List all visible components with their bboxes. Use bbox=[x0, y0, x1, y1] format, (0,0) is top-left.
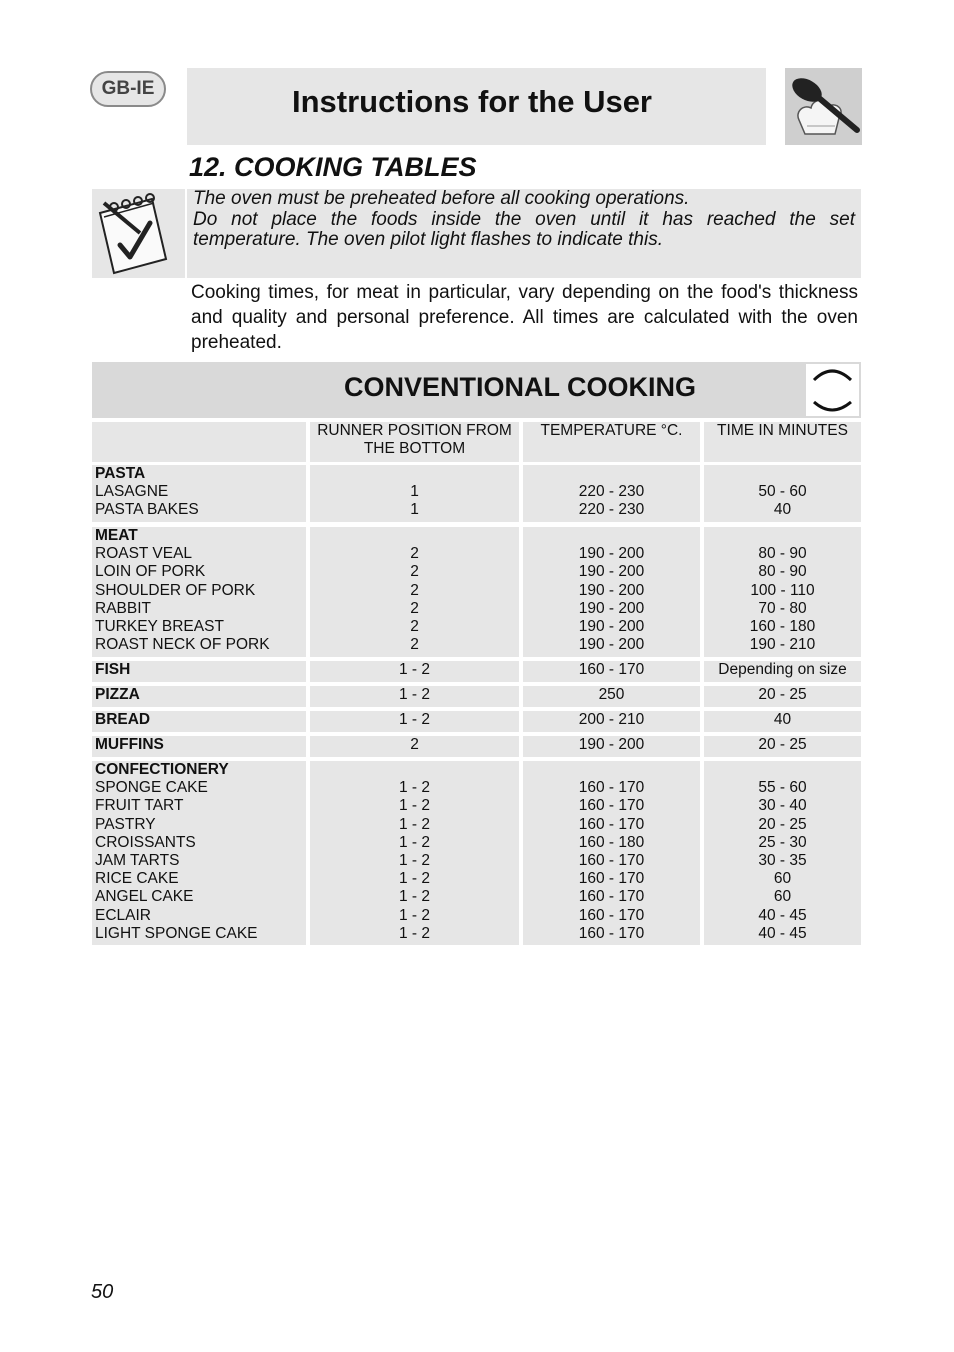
time-value: 190 - 210 bbox=[749, 636, 816, 654]
food-name: FRUIT TART bbox=[95, 797, 184, 815]
time-value: 60 bbox=[773, 870, 792, 888]
table-cell: 160 - 170 bbox=[523, 661, 700, 682]
table-cell: Depending on size bbox=[704, 661, 861, 682]
runner-value: 1 - 2 bbox=[398, 779, 430, 797]
time-value: 40 - 45 bbox=[758, 924, 807, 942]
temperature-value: 190 - 200 bbox=[578, 618, 645, 635]
runner-value: 2 bbox=[410, 545, 419, 563]
header-bar bbox=[187, 68, 766, 145]
table-cell: 190 - 200 bbox=[523, 736, 700, 757]
temperature-value: 160 - 180 bbox=[578, 833, 645, 851]
food-name: ROAST NECK OF PORK bbox=[95, 636, 270, 654]
section-title: 12. COOKING TABLES bbox=[189, 152, 477, 182]
temperature-value: 160 - 170 bbox=[578, 797, 645, 815]
table-cell bbox=[523, 761, 700, 945]
time-value: 100 - 110 bbox=[750, 581, 815, 599]
time-value: 30 - 40 bbox=[758, 797, 807, 815]
runner-value: 1 - 2 bbox=[398, 833, 430, 851]
table-row bbox=[92, 686, 306, 707]
table-cell bbox=[310, 527, 519, 657]
time-value: 40 bbox=[773, 501, 792, 519]
conventional-cooking-bar bbox=[92, 362, 861, 418]
table-cell: 20 - 25 bbox=[704, 736, 861, 757]
time-value: 50 - 60 bbox=[758, 483, 807, 501]
notice-line: Do not place the foods inside the oven until it has reached the set bbox=[193, 208, 855, 230]
category-label: MEAT bbox=[95, 527, 138, 544]
table-cell: 20 - 25 bbox=[704, 686, 861, 707]
time-value: 80 - 90 bbox=[758, 545, 807, 563]
food-name: LIGHT SPONGE CAKE bbox=[95, 924, 258, 942]
page-title: Instructions for the User bbox=[292, 84, 652, 119]
runner-value: 1 - 2 bbox=[398, 924, 430, 942]
table-cell bbox=[523, 465, 700, 522]
runner-value: 2 bbox=[410, 618, 419, 635]
time-value: 160 - 180 bbox=[749, 618, 816, 635]
table-cell: 40 bbox=[704, 711, 861, 732]
temperature-value: 190 - 200 bbox=[578, 563, 645, 581]
intro-paragraph: Cooking times, for meat in particular, vary depending on the food's thickness and quality and personal preference. All times are calculated with the oven preheated. bbox=[191, 282, 858, 353]
food-name: CROISSANTS bbox=[95, 833, 196, 851]
table-cell: 1 - 2 bbox=[310, 686, 519, 707]
table-cell bbox=[704, 761, 861, 945]
table-header-food bbox=[92, 422, 306, 462]
time-value: 80 - 90 bbox=[758, 563, 807, 581]
table-row bbox=[92, 736, 306, 757]
table-cell bbox=[704, 465, 861, 522]
notepad-check-icon bbox=[92, 189, 185, 278]
notice-line: The oven must be preheated before all cooking operations. bbox=[193, 188, 690, 209]
temperature-value: 160 - 170 bbox=[578, 779, 645, 797]
time-value: 25 - 30 bbox=[758, 833, 807, 851]
category-label: CONFECTIONERY bbox=[95, 761, 229, 778]
runner-value: 1 - 2 bbox=[398, 888, 430, 906]
temperature-value: 160 - 170 bbox=[578, 924, 645, 942]
preheat-notice bbox=[187, 189, 861, 278]
time-value: 20 - 25 bbox=[758, 815, 807, 833]
category-label: BREAD bbox=[95, 711, 151, 728]
food-name: PASTA BAKES bbox=[95, 501, 199, 519]
runner-value: 1 - 2 bbox=[398, 870, 430, 888]
food-name: SHOULDER OF PORK bbox=[95, 581, 256, 599]
table-cell bbox=[310, 761, 519, 945]
runner-value: 1 - 2 bbox=[398, 815, 430, 833]
table-row bbox=[92, 761, 306, 945]
category-label: FISH bbox=[95, 661, 131, 678]
temperature-value: 160 - 170 bbox=[578, 852, 645, 869]
runner-value: 1 bbox=[410, 501, 419, 519]
food-name: RABBIT bbox=[95, 599, 151, 617]
time-value: 60 bbox=[773, 888, 792, 906]
food-name: ANGEL CAKE bbox=[95, 888, 194, 906]
temperature-value: 190 - 200 bbox=[578, 599, 645, 617]
food-name: RICE CAKE bbox=[95, 870, 179, 888]
notice-line: temperature. The oven pilot light flashes to indicate this. bbox=[193, 229, 663, 250]
food-name: JAM TARTS bbox=[95, 852, 180, 870]
time-value: 55 - 60 bbox=[758, 779, 807, 797]
page-number: 50 bbox=[91, 1281, 114, 1303]
time-value: 40 - 45 bbox=[758, 906, 807, 924]
table-cell: 1 - 2 bbox=[310, 711, 519, 732]
runner-value: 2 bbox=[410, 599, 419, 617]
category-label: PIZZA bbox=[95, 686, 140, 703]
food-name: ECLAIR bbox=[95, 906, 151, 924]
table-row bbox=[92, 711, 306, 732]
table-cell bbox=[310, 465, 519, 522]
category-label: MUFFINS bbox=[95, 736, 164, 753]
runner-value: 1 - 2 bbox=[398, 852, 430, 869]
conventional-heating-icon bbox=[806, 364, 859, 416]
runner-value: 2 bbox=[410, 636, 419, 654]
food-name: LOIN OF PORK bbox=[95, 563, 206, 581]
temperature-value: 220 - 230 bbox=[578, 501, 645, 519]
temperature-value: 160 - 170 bbox=[578, 870, 645, 888]
chef-spoon-icon bbox=[785, 68, 862, 145]
temperature-value: 190 - 200 bbox=[578, 636, 645, 654]
food-name: PASTRY bbox=[95, 815, 156, 833]
table-header-runner: RUNNER POSITION FROM THE BOTTOM bbox=[310, 422, 519, 462]
runner-value: 2 bbox=[410, 581, 419, 599]
temperature-value: 160 - 170 bbox=[578, 815, 645, 833]
time-value: 70 - 80 bbox=[758, 599, 807, 617]
table-cell: 200 - 210 bbox=[523, 711, 700, 732]
table-cell bbox=[523, 527, 700, 657]
food-name: ROAST VEAL bbox=[95, 545, 193, 563]
table-header-temperature: TEMPERATURE °C. bbox=[523, 422, 700, 462]
food-name: LASAGNE bbox=[95, 483, 169, 501]
table-cell: 250 bbox=[523, 686, 700, 707]
table-row bbox=[92, 465, 306, 522]
runner-value: 1 - 2 bbox=[398, 906, 430, 924]
table-cell bbox=[704, 527, 861, 657]
food-name: TURKEY BREAST bbox=[95, 618, 224, 636]
language-badge: GB-IE bbox=[90, 71, 166, 107]
temperature-value: 160 - 170 bbox=[578, 888, 645, 906]
temperature-value: 160 - 170 bbox=[578, 906, 645, 924]
table-header-time: TIME IN MINUTES bbox=[704, 422, 861, 462]
time-value: 30 - 35 bbox=[758, 852, 807, 869]
category-label: PASTA bbox=[95, 465, 146, 482]
temperature-value: 190 - 200 bbox=[578, 545, 645, 563]
runner-value: 1 bbox=[410, 483, 419, 501]
table-cell: 2 bbox=[310, 736, 519, 757]
table-row bbox=[92, 527, 306, 657]
runner-value: 1 - 2 bbox=[398, 797, 430, 815]
food-name: SPONGE CAKE bbox=[95, 779, 208, 797]
table-cell: 1 - 2 bbox=[310, 661, 519, 682]
temperature-value: 190 - 200 bbox=[578, 581, 645, 599]
table-title: CONVENTIONAL COOKING bbox=[344, 372, 697, 402]
runner-value: 2 bbox=[410, 563, 419, 581]
temperature-value: 220 - 230 bbox=[578, 483, 645, 501]
table-row bbox=[92, 661, 306, 682]
